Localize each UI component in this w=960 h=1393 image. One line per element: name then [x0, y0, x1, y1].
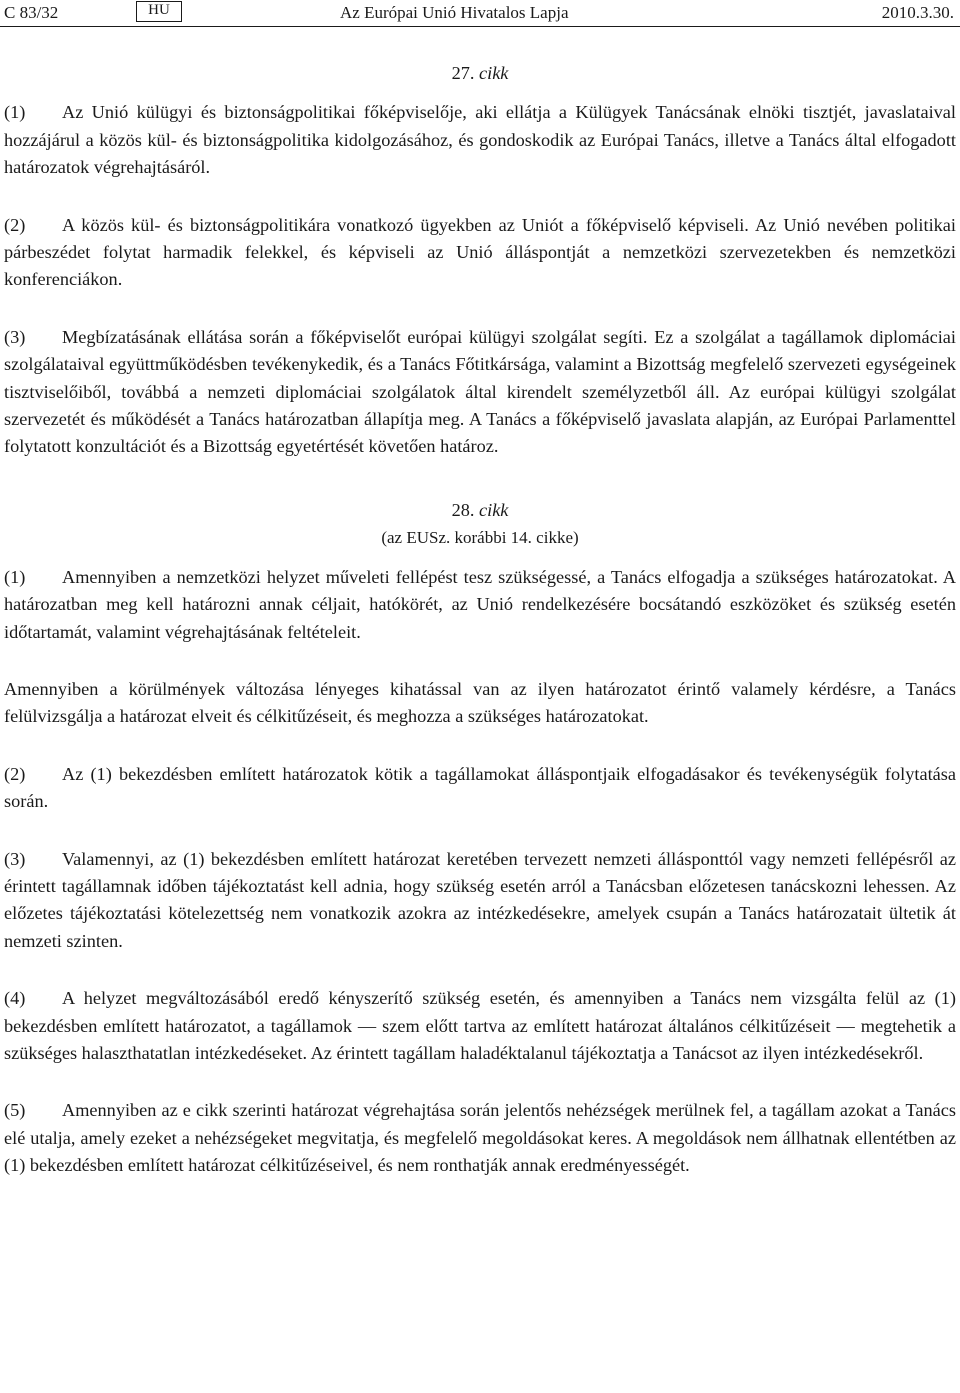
article-28-heading	[4, 497, 956, 524]
page-header	[0, 0, 960, 28]
paragraph-text: Megbízatásának ellátása során a főképviselőt európai külügyi szolgálat segíti. Ez a szolgálat a tagállamok diplomáciai szolgálataival együttműködésben tevékenykedik, és a Tanács Főtitkársága, valamint a Bizottság megfelelő szervezeti egységeinek tisztviselőiből, továbbá a nemzeti diplomáciai szolgálatok által kirendelt személyzetből áll. Az európai külügyi szolgálat szervezetét és működését a Tanács határozatban állapítja meg. A Tanács a főképviselő javaslata alapján, az Európai Parlamenttel folytatott konzultációt és a Bizottság egyetértését követően határoz.	[4, 326, 956, 457]
paragraph-number: (4)	[4, 988, 26, 1009]
article-28-paragraph-2	[4, 761, 956, 816]
article-27-paragraph-2	[4, 212, 956, 294]
paragraph-text: Amennyiben az e cikk szerinti határozat végrehajtása során jelentős nehézségek merülnek fel, a tagállam azokat a Tanács elé utalja, amely ezeket a nehézségeket megvitatja, és megfelelő megoldásokat keres. A megoldások nem állhatnak ellentétben az (1) bekezdésben említett határozat célkitűzéseivel, és nem ronthatják annak eredményességét.	[4, 1100, 956, 1176]
article-27-heading	[4, 60, 956, 87]
article-28-paragraph-3	[4, 846, 956, 956]
paragraph-text: Az Unió külügyi és biztonságpolitikai főképviselője, aki ellátja a Külügyek Tanácsának elnöki tisztjét, javaslataival hozzájárul a közös kül- és biztonságpolitika kidolgozásához, és gondoskodik az Európai Tanács, illetve a Tanács által elfogadott határozatok végrehajtásáról.	[4, 102, 956, 178]
document-body	[4, 60, 956, 1180]
header-divider	[0, 26, 960, 27]
article-28-paragraph-1-continued: Amennyiben a körülmények változása lényeges kihatással van az ilyen határozatot érintő valamely kérdésre, a Tanács felülvizsgálja a határozat elveit és célkitűzéseit, és meghozza a szükséges határozatokat.	[4, 678, 956, 727]
paragraph-number: (3)	[4, 326, 26, 347]
article-27-paragraph-3	[4, 324, 956, 461]
article-27-paragraph-1	[4, 99, 956, 181]
paragraph-number: (1)	[4, 102, 26, 123]
article-28-paragraph-1	[4, 564, 956, 646]
paragraph-text: A közös kül- és biztonságpolitikára vonatkozó ügyekben az Uniót a főképviselő képviseli. Az Unió nevében politikai párbeszédet folytat harmadik felekkel, és képviseli az Unió álláspontját a nemzetközi szervezetekben és nemzetközi konferenciákon.	[4, 214, 956, 290]
page-number: C 83/32	[4, 3, 59, 22]
paragraph-number: (3)	[4, 848, 26, 869]
paragraph-text: A helyzet megváltozásából eredő kényszerítő szükség esetén, és amennyiben a Tanács nem vizsgálta felül az (1) bekezdésben említett határozatot, a tagállamok — szem előtt tartva az említett határozat általános célkitűzéseit — megtehetik a szükséges halaszthatatlan intézkedéseket. Az érintett tagállam haladéktalanul tájékoztatja a Tanácsot az ilyen intézkedésekről.	[4, 988, 956, 1063]
article-28-subheading: (az EUSz. korábbi 14. cikke)	[381, 528, 579, 548]
article-28-number: 28.	[451, 499, 475, 520]
article-28-paragraph-5	[4, 1097, 956, 1179]
article-28-paragraph-4	[4, 985, 956, 1067]
language-badge: HU	[136, 1, 182, 22]
paragraph-number: (2)	[4, 763, 26, 784]
paragraph-number: (5)	[4, 1100, 26, 1121]
paragraph-text: Az (1) bekezdésben említett határozatok kötik a tagállamokat álláspontjaik elfogadásakor és tevékenységük folytatása során.	[4, 763, 956, 812]
publication-date: 2010.3.30.	[881, 3, 954, 22]
paragraph-text: Amennyiben a nemzetközi helyzet műveleti fellépést tesz szükségessé, a Tanács elfogadja a szükséges határozatokat. A határozatban meg kell határozni annak céljait, hatókörét, az Unió rendelkezésére bocsátandó eszközöket és szükség esetén időtartamát, valamint végrehajtásának feltételeit.	[4, 566, 956, 642]
paragraph-text: Valamennyi, az (1) bekezdésben említett határozat keretében tervezett nemzeti állásponttól vagy nemzeti fellépésről az érintett tagállamnak időben tájékoztatást kell adnia, hogy szükség esetén arról a Tanácsban előzetesen tanácskozni lehessen. Az előzetes tájékoztatási kötelezettség nem vonatkozik azokra az intézkedésekre, amelyek csupán a Tanács határozatait ültetik át nemzeti szinten.	[4, 848, 956, 951]
paragraph-number: (2)	[4, 214, 26, 235]
article-27-number: 27.	[451, 63, 475, 83]
article-27-word: cikk	[479, 63, 509, 83]
paragraph-number: (1)	[4, 566, 26, 587]
article-28-word: cikk	[479, 499, 509, 520]
journal-title: Az Európai Unió Hivatalos Lapja	[340, 3, 569, 22]
